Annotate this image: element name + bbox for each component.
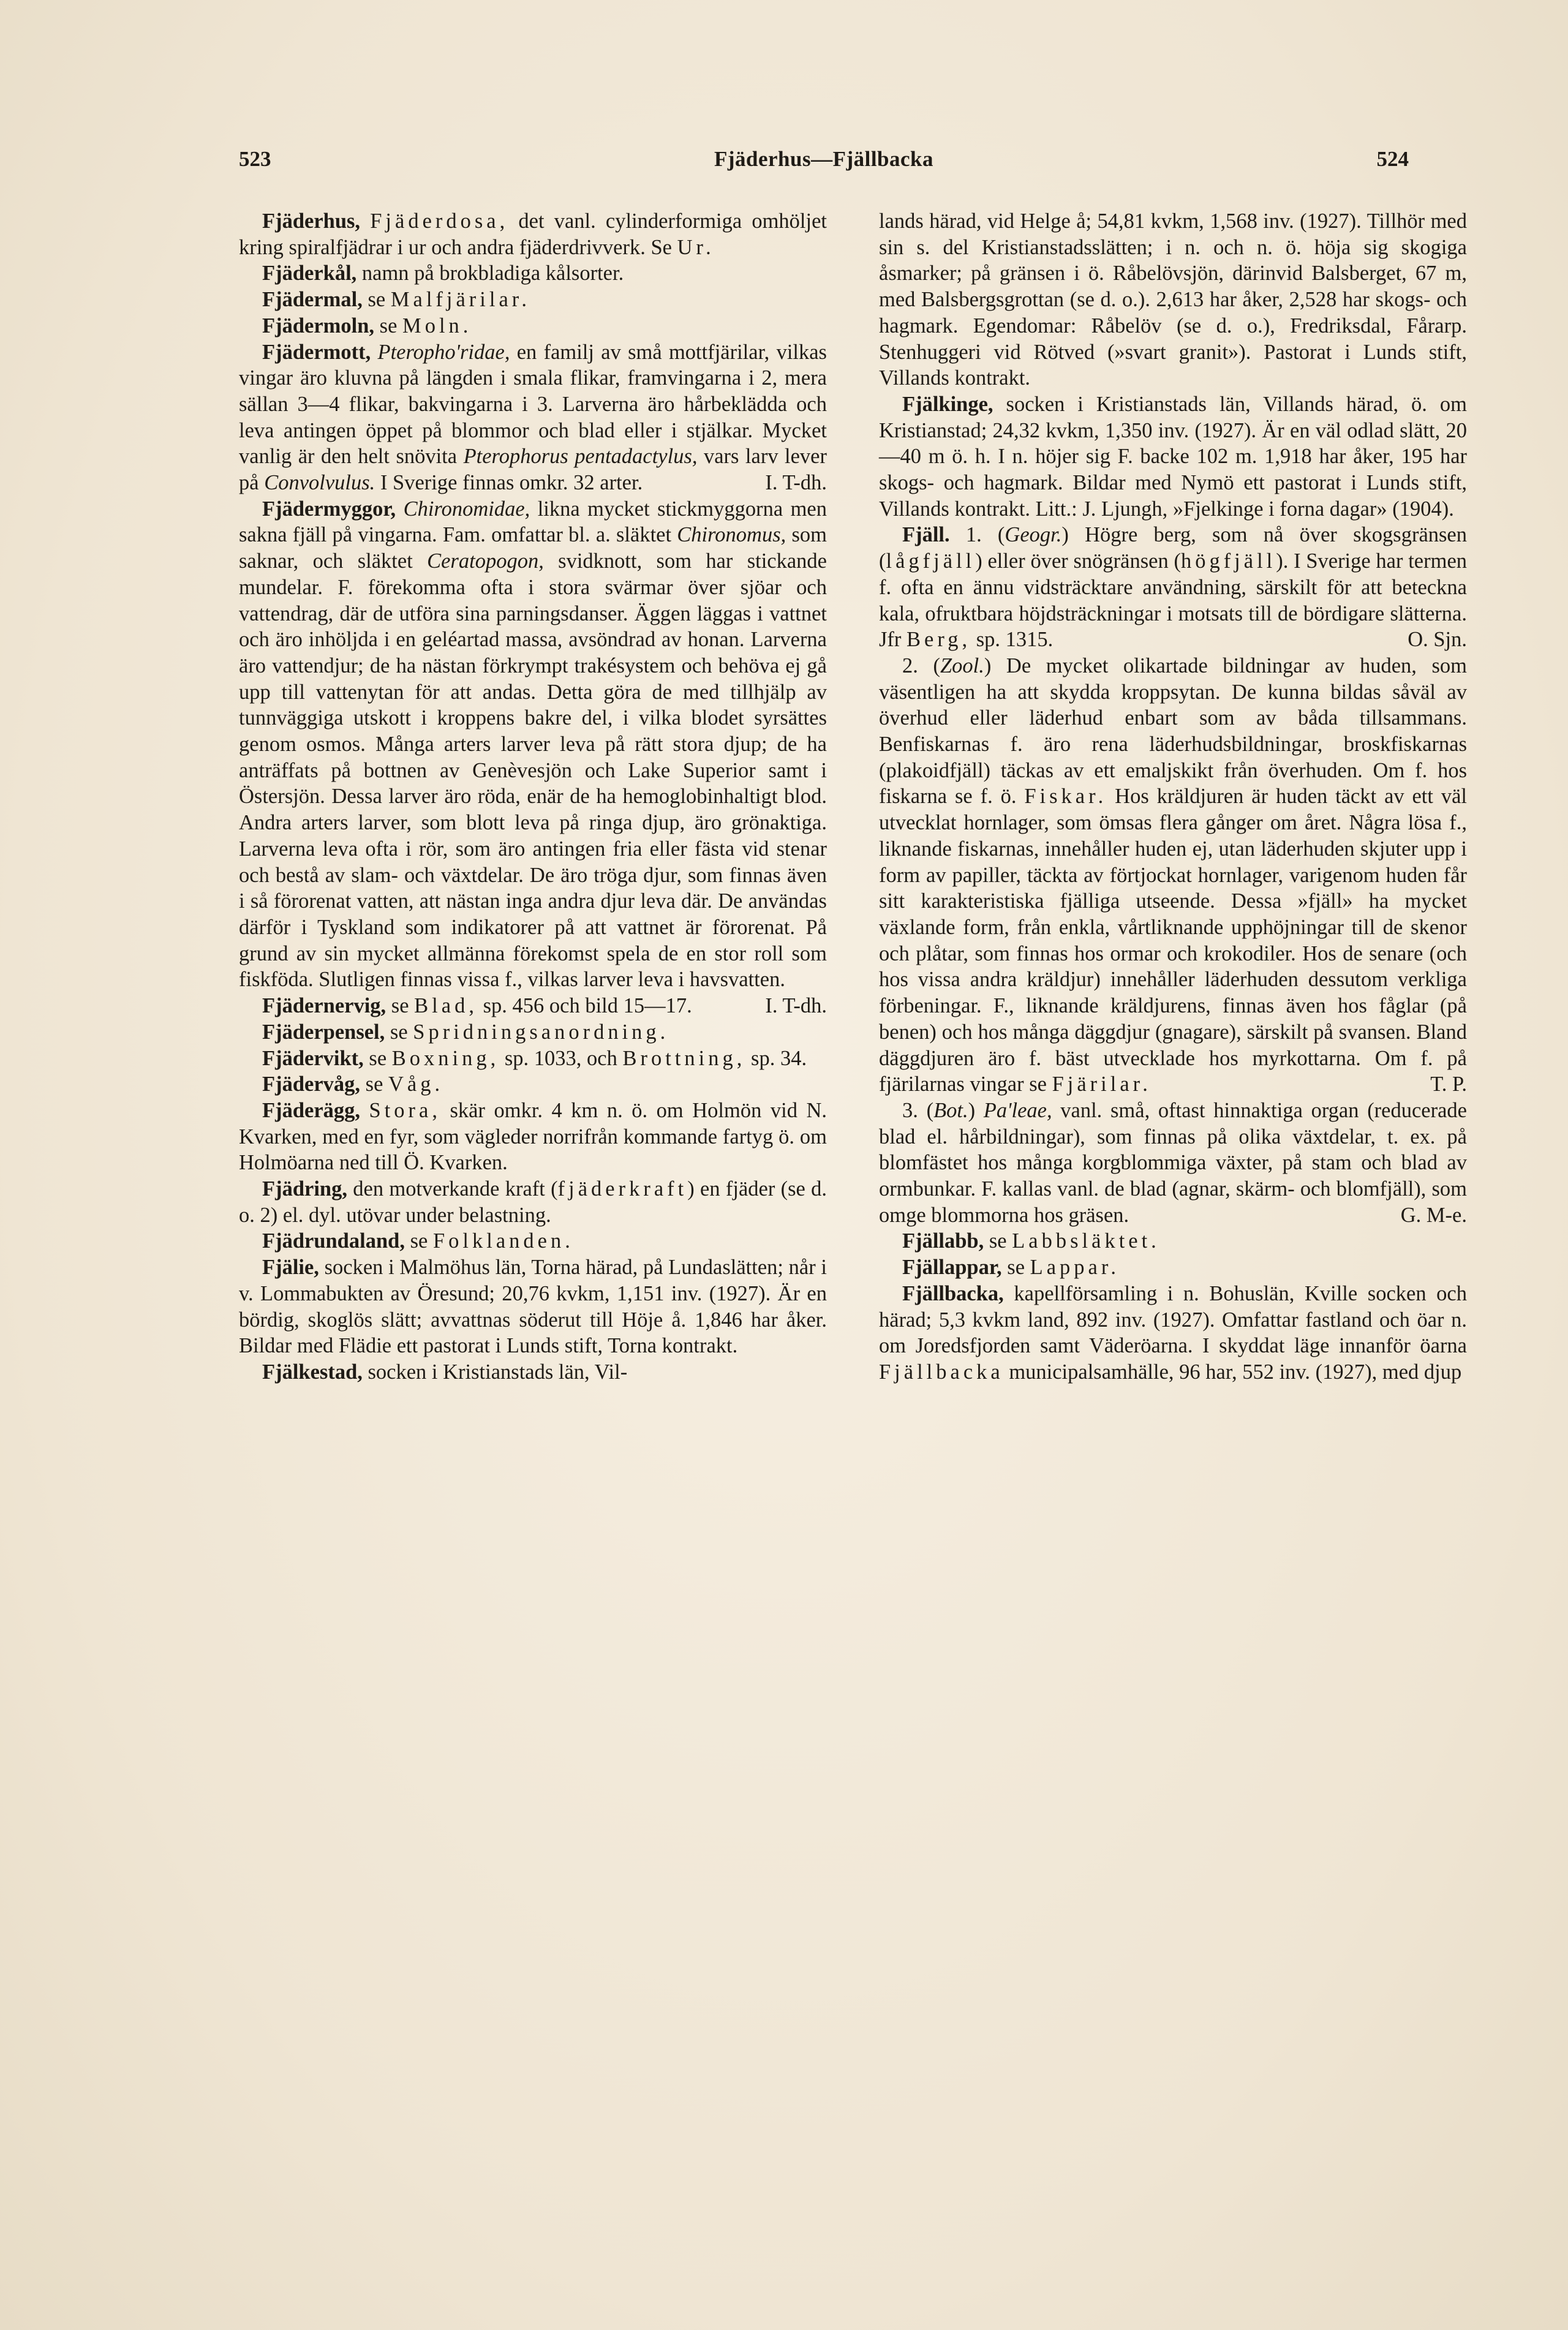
entry-text: sp. 456 och bild 15—17. <box>477 994 692 1018</box>
headword: Fjädermal, <box>262 288 363 312</box>
spaced-text: Moln. <box>402 314 472 337</box>
entry-fjaderkal <box>239 260 827 287</box>
spaced-text: fjäderkraft <box>557 1177 688 1201</box>
spaced-text: Lappar. <box>1030 1256 1120 1280</box>
entry-text: ). I Sverige har termen f. ofta en ännu vidsträcktare användning, särskilt för att beteckna kala, ofruktbara höjdsträckningar i motsats till de bördigare slätterna. Jfr <box>879 549 1468 652</box>
entry-fjadervikt <box>239 1046 827 1072</box>
author-signature: I. T-dh. <box>765 471 827 495</box>
headword: Fjälie, <box>262 1256 319 1280</box>
entry-text: som saknar, och släktet <box>239 523 827 573</box>
left-column <box>239 208 827 1386</box>
entry-text: ) Högre berg, som nå över skogsgränsen ( <box>879 523 1467 573</box>
entry-text: ) eller över snögränsen ( <box>975 549 1181 573</box>
spaced-text: Fiskar. <box>1024 785 1107 809</box>
entry-text <box>360 1099 369 1122</box>
entry-text: se <box>1001 1256 1030 1280</box>
entry-fjaderagg <box>239 1098 827 1176</box>
entry-text: likna mycket stickmyggorna men sakna fjäll på vingarna. Fam. omfattar bl. a. släktet <box>239 497 827 547</box>
entry-text: kapellförsamling i n. Bohuslän, Kville socken och härad; 5,3 kvkm land, 892 inv. (1927). Omfattar fastland och öar n. om Joredsfjorden samt Väderöarna. I skyddat läge innanför öarna <box>879 1281 1467 1358</box>
headword: Fjäll. <box>902 523 950 547</box>
italic-text: Zool. <box>940 654 984 677</box>
entry-text: den motverkande kraft ( <box>347 1177 558 1201</box>
spaced-text: Fjällbacka <box>879 1360 1004 1384</box>
page-number-right: 524 <box>1376 147 1409 171</box>
spaced-text: Fjäderdosa, <box>370 209 509 233</box>
running-title: Fjäderhus—Fjällbacka <box>714 147 934 171</box>
italic-text: Pterophorus pentadactylus, <box>463 445 698 469</box>
entry-text: 2. ( <box>902 654 940 677</box>
entry-text: socken i Malmöhus län, Torna härad, på Lundaslätten; når i v. Lommabukten av Öresund; 20,76 kvkm, 1,151 inv. (1927). Är en bördig, skoglös slätt; avvattnas söderut till Höje å. 1,846 har åker. Bildar med Flädie ett pastorat i Lunds stift, Torna kontrakt. <box>239 1256 827 1358</box>
entry-text: svidknott, som har stickande mundelar. F. förekomma ofta i stora svärmar över sjöar och vattendrag, där de utföra sina parningsdanser. Äggen läggas i vattnet och äro inhöljda i en geléartad massa, avsöndrad av honan. Larverna äro vattendjur; de ha nästan förkrympt trakésystem och behöva ej gå upp till vattenytan för att andas. Detta göra de med tillhjälp av tunnväggiga utskott i kroppens bakre del, i vilka blodet syrsättes genom osmos. Många arters larver leva på rätt stora djup; de ha anträffats på bottnen av Genèvesjön och Lake Superior samt i Östersjön. Dessa larver äro röda, enär de ha hemoglobinhaltigt blod. Andra arters larver, som blott leva på ringa djup, äro grönaktiga. Larverna leva ofta i rör, som äro antingen fria eller fästa vid stenar och bestå av slam- och växtdelar. De äro tröga djur, som finnas även i så förorenat vatten, att nästan inga andra djur leva där. De användas därför i Tyskland som indikatorer på att vattnet är förorenat. På grund av sin mycket allmänna förekomst spela de en stor roll som fiskföda. Slutligen finnas vissa f., vilkas larver leva i havsvatten. <box>239 549 827 992</box>
entry-text: lands härad, vid Helge å; 54,81 kvkm, 1,568 inv. (1927). Tillhör med sin s. del Kristianstadsslätten; i n. och n. ö. höja sig skogiga åsmarker; på gränsen i ö. Råbelövsjön, därinvid Balsberget, 67 m, med Balsbergsgrottan (se d. o.). 2,613 har åker, 2,528 har skogs- och hagmark. Egendomar: Råbelöv (se d. o.), Fredriksdal, Fårarp. Stenhuggeri vid Rötved (»svart granit»). Pastorat i Lunds stift, Villands kontrakt. <box>879 209 1467 390</box>
entry-text: skär omkr. 4 km n. ö. om Holmön vid N. Kvarken, med en fyr, som vägleder norrifrån kommande fartyg ö. om Holmöarna ned till Ö. Kvarken. <box>239 1098 827 1175</box>
italic-text: Chironomus, <box>677 523 786 547</box>
headword: Fjällabb, <box>902 1229 984 1253</box>
spaced-text: högfjäll <box>1180 549 1276 573</box>
entry-text: en familj av små mottfjärilar, vilkas vingar äro kluvna på längden i smala flikar, framvingarna i 2, mera sällan 3—4 flikar, bakvingarna i 3. Larverna äro hårbeklädda och leva antingen öppet på blommor och blad eller i stjälkar. Mycket vanlig är den helt snövita <box>239 340 827 469</box>
headword: Fjädermott, <box>262 340 371 364</box>
spaced-text: Brottning, <box>622 1046 746 1070</box>
headword: Fjädermyggor, <box>262 497 396 521</box>
headword: Fjäderkål, <box>262 262 357 285</box>
entry-text: se <box>386 994 415 1018</box>
spaced-text: Berg, <box>907 628 971 652</box>
author-signature: I. T-dh. <box>765 994 827 1018</box>
entry-fjalie <box>239 1254 827 1359</box>
italic-text: Bot. <box>933 1098 968 1122</box>
spaced-text: Boxning, <box>391 1046 500 1070</box>
entry-text: municipalsamhälle, 96 har, 552 inv. (1927), med djup <box>1003 1360 1462 1384</box>
entry-text: se <box>404 1229 433 1253</box>
spaced-text: lågfjäll <box>886 549 976 573</box>
entry-fjall-geogr <box>879 522 1467 653</box>
entry-fjadermoln <box>239 313 827 339</box>
headword: Fjällbacka, <box>902 1281 1004 1305</box>
italic-text: Chironomidae, <box>403 497 530 521</box>
headword: Fjäderägg, <box>262 1098 361 1122</box>
entry-text: se <box>385 1020 413 1044</box>
entry-text: sp. 1315. <box>971 628 1054 652</box>
headword: Fjädermoln, <box>262 314 375 337</box>
headword: Fjälkestad, <box>262 1360 363 1384</box>
right-column <box>879 208 1467 1386</box>
italic-text: Pteropho'ridae, <box>377 340 510 364</box>
author-signature: T. P. <box>1430 1073 1467 1096</box>
page-header <box>239 147 1409 190</box>
headword: Fjädernervig, <box>262 994 386 1018</box>
author-signature: G. M-e. <box>1400 1203 1467 1227</box>
headword: Fjädrundaland, <box>262 1229 405 1253</box>
entry-text: se <box>360 1073 389 1096</box>
italic-text: Convolvulus. <box>264 471 375 495</box>
entry-text: I Sverige finnas omkr. 32 arter. <box>375 471 643 495</box>
entry-text: ) <box>968 1098 984 1122</box>
headword: Fjäderpensel, <box>262 1020 385 1044</box>
spaced-text: Labbsläktet. <box>1012 1229 1160 1253</box>
entry-fjadernervig <box>239 993 827 1019</box>
spaced-text: Blad, <box>414 994 478 1018</box>
headword: Fjädervåg, <box>262 1073 361 1096</box>
entry-fjaderpensel <box>239 1019 827 1046</box>
entry-text: Hos kräldjuren är huden täckt av ett väl utvecklat hornlager, som ömsas flera gånger om året. Några lösa f., liknande fiskarnas, innehåller huden ej, utan läderhuden skjuter upp i form av papiller, täckta av förtjockat hornlager, varigenom huden får sitt karakteristiska fjälliga utseende. Dessa »fjäll» ha mycket växlande form, från enkla, vårtliknande upphöjningar till de skenor och plåtar, som finnas hos ormar och krokodiler. Hos de senare (och hos vissa andra kräldjur) innehåller läderhuden dessutom verkliga förbeningar. F., liknande kräldjurens, finnas även hos fåglar (på benen) och hos många däggdjur (gnagare), särskilt på svansen. Bland däggdjuren äro f. bäst utvecklade hos myrkottarna. Om f. på fjärilarnas vingar se <box>879 785 1467 1096</box>
spaced-text: Stora, <box>369 1098 441 1122</box>
entry-text: socken i Kristianstads län, Villands härad, ö. om Kristianstad; 24,32 kvkm, 1,350 inv. (1927). Är en väl odlad slätt, 20—40 m ö. h. I n. höjer sig F. backe 102 m. 1,918 har åker, 195 har skogs- och hagmark. Bildar med Nymö ett pastorat i Lunds stift, Villands kontrakt. Litt.: J. Ljungh, »Fjelkinge i forna dagar» (1904). <box>879 392 1467 521</box>
spaced-text: Våg. <box>388 1073 444 1096</box>
entry-text: se <box>984 1229 1012 1253</box>
entry-text: se <box>374 314 403 337</box>
headword: Fjälkinge, <box>902 392 993 416</box>
entry-fjallabb <box>879 1228 1467 1254</box>
entry-text: vars larv lever på <box>239 445 827 495</box>
entry-text: ) De mycket olikartade bildningar av huden, som väsentligen ha att skydda kroppsytan. De kunna bildas såväl av överhud eller läderhud enbart som av båda tillsammans. Benfiskarnas f. äro rena läderhudsbildningar, broskfiskarnas (plakoidfjäll) täckas av ett emaljskikt från överhuden. Om f. hos fiskarna se f. ö. <box>879 654 1467 809</box>
entry-fjadrundaland <box>239 1228 827 1254</box>
spaced-text: Spridningsanordning. <box>413 1020 669 1044</box>
headword: Fjädring, <box>262 1177 347 1201</box>
entry-fjallappar <box>879 1254 1467 1281</box>
headword: Fjädervikt, <box>262 1046 364 1070</box>
entry-text: 3. ( <box>902 1098 934 1122</box>
entry-fjadring <box>239 1176 827 1228</box>
entry-text: sp. 1033, och <box>499 1046 623 1070</box>
italic-text: Pa'leae, <box>983 1098 1052 1122</box>
spaced-text: Ur. <box>677 235 715 259</box>
headword: Fjäderhus, <box>262 209 361 233</box>
entry-fjalkinge <box>879 391 1467 522</box>
entry-fjadermal <box>239 287 827 313</box>
entry-fjall-zool <box>879 653 1467 1098</box>
entry-text: namn på brokbladiga kålsorter. <box>356 262 624 285</box>
spaced-text: Fjärilar. <box>1052 1073 1152 1096</box>
entry-fjalkestad <box>239 1359 827 1386</box>
entry-fjadermott <box>239 339 827 496</box>
entry-text: sp. 34. <box>745 1046 807 1070</box>
spaced-text: Folklanden. <box>432 1229 574 1253</box>
entry-fjaderhus <box>239 208 827 260</box>
entry-text: ) en fjäder (se d. o. 2) el. dyl. utövar under belastning. <box>239 1177 827 1227</box>
page-number-left: 523 <box>239 147 271 171</box>
italic-text: Geogr. <box>1005 523 1062 547</box>
entry-fjadervag <box>239 1071 827 1098</box>
entry-text: det vanl. cylinderformiga omhöljet kring spiralfjädrar i ur och andra fjäderdrivverk. Se <box>239 209 827 259</box>
entry-text: 1. ( <box>949 523 1005 547</box>
entry-fjall-bot <box>879 1098 1467 1229</box>
entry-text: socken i Kristianstads län, Vil- <box>362 1360 628 1384</box>
spaced-text: Malfjärilar. <box>390 288 530 312</box>
entry-text: se <box>362 288 391 312</box>
entry-text: vanl. små, oftast hinnaktiga organ (reducerade blad el. hårbildningar), som finnas på olika växtdelar, t. ex. på blomfästet hos många korgblommiga växter, på stam och blad av ormbunkar. F. kallas vanl. de blad (agnar, skärm- och blomfjäll), som omge blommorna hos gräsen. <box>879 1098 1467 1227</box>
entry-fjallbacka <box>879 1281 1467 1386</box>
entry-fjalkestad-continued <box>879 208 1467 391</box>
entry-text: se <box>363 1046 392 1070</box>
headword: Fjällappar, <box>902 1256 1002 1280</box>
italic-text: Ceratopogon, <box>427 549 544 573</box>
author-signature: O. Sjn. <box>1408 628 1467 652</box>
